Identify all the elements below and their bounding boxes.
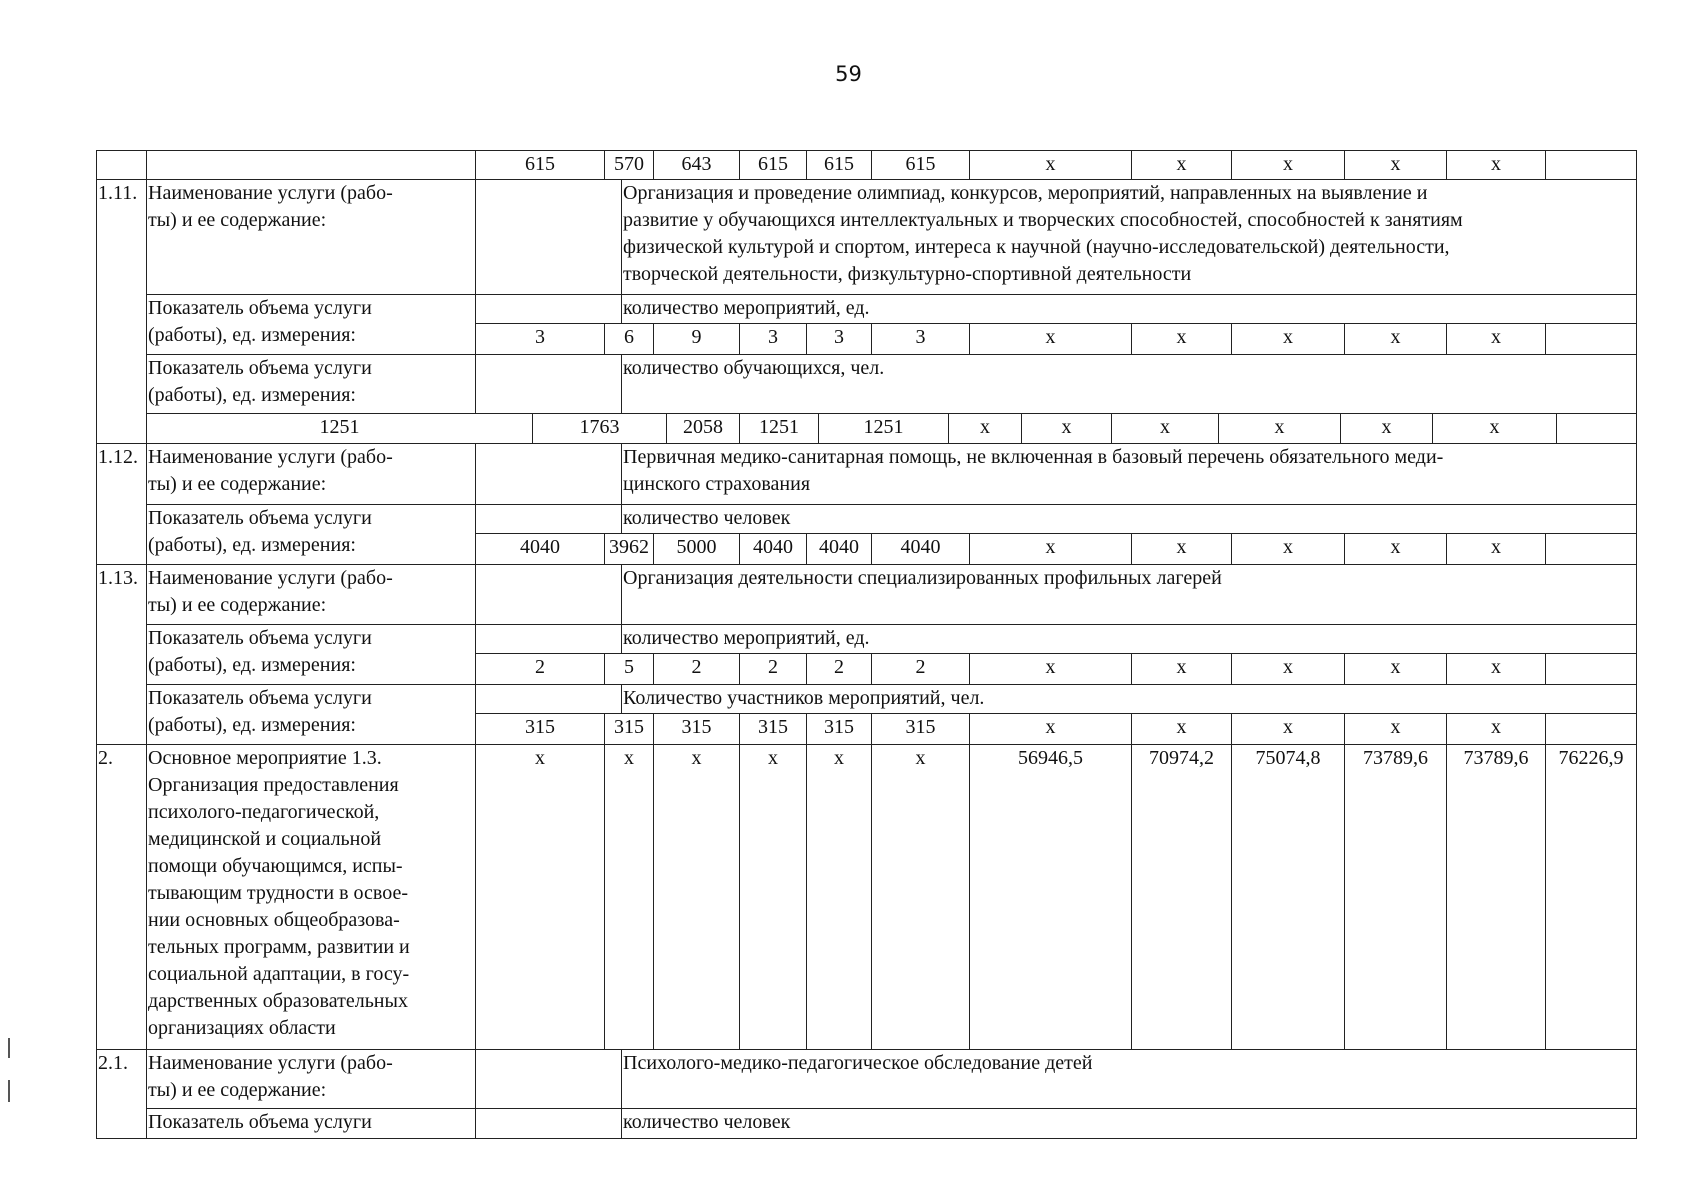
empty-cell <box>475 354 622 414</box>
empty-cell <box>475 684 622 714</box>
service-description-2-1: Психолого-медико-педагогическое обследование детей <box>621 1049 1637 1109</box>
row-1-13-a-value-1: 2 <box>475 653 605 685</box>
row-1-11-b-value-11: х <box>1432 413 1557 444</box>
row-1-13-b-value-6: 315 <box>871 713 970 745</box>
row-1-13-b-value-7: х <box>969 713 1132 745</box>
row-2-value-6: х <box>871 744 970 1050</box>
row-1-11-b-value-2: 1763 <box>532 413 667 444</box>
row-1-11-a-value-12 <box>1545 323 1637 355</box>
row-1-13-a-value-10: х <box>1344 653 1447 685</box>
row-1-13-b-value-4: 315 <box>739 713 807 745</box>
row-2-value-3: х <box>653 744 740 1050</box>
row-1-12-value-12 <box>1545 533 1637 565</box>
empty-cell <box>475 504 622 534</box>
top-row-value-12 <box>1545 150 1637 180</box>
top-row-value-11: х <box>1446 150 1546 180</box>
top-row-value-10: х <box>1344 150 1447 180</box>
service-name-label: Наименование услуги (рабо- ты) и ее содержание: <box>146 1049 476 1109</box>
row-1-13-b-value-12 <box>1545 713 1637 745</box>
row-1-11-b-value-8: х <box>1111 413 1219 444</box>
row-1-12-value-5: 4040 <box>806 533 872 565</box>
row-1-13-b-value-1: 315 <box>475 713 605 745</box>
row-1-12-value-10: х <box>1344 533 1447 565</box>
row-2-value-2: х <box>604 744 654 1050</box>
top-row-value-6: 615 <box>871 150 970 180</box>
service-name-label: Наименование услуги (рабо- ты) и ее содержание: <box>146 443 476 505</box>
service-description-1-11: Организация и проведение олимпиад, конкурсов, мероприятий, направленных на выявление и развитие у обучающихся интеллектуальных и творческих способностей, способностей к занятиям физической культурой и спортом, интереса к научной (научно-исследовательской) деятельности, творческой деятельности, физкультурно-спортивной деятельности <box>621 179 1637 295</box>
row-2-value-10: 73789,6 <box>1344 744 1447 1050</box>
volume-indicator-label: Показатель объема услуги (работы), ед. измерения: <box>146 624 476 685</box>
row-1-11-b-value-9: х <box>1218 413 1341 444</box>
row-1-13-a-value-2: 5 <box>604 653 654 685</box>
service-description-1-12: Первичная медико-санитарная помощь, не включенная в базовый перечень обязательного меди- цинского страхования <box>621 443 1637 505</box>
row-1-11-b-value-5: 1251 <box>818 413 949 444</box>
row-1-13-b-value-8: х <box>1131 713 1232 745</box>
unit-1-11-a: количество мероприятий, ед. <box>621 294 1637 324</box>
row-1-11-a-value-7: х <box>969 323 1132 355</box>
row-1-13-b-value-5: 315 <box>806 713 872 745</box>
row-2-value-9: 75074,8 <box>1231 744 1345 1050</box>
top-row-value-8: х <box>1131 150 1232 180</box>
row-1-13-b-value-10: х <box>1344 713 1447 745</box>
unit-1-12: количество человек <box>621 504 1637 534</box>
empty-cell <box>475 1108 622 1139</box>
row-2-value-1: х <box>475 744 605 1050</box>
row-1-11-a-value-10: х <box>1344 323 1447 355</box>
row-1-12-value-8: х <box>1131 533 1232 565</box>
section-number-2: 2. <box>96 744 147 1050</box>
volume-indicator-label: Показатель объема услуги <box>146 1108 476 1139</box>
row-1-13-a-value-12 <box>1545 653 1637 685</box>
row-1-11-b-value-1: 1251 <box>146 413 533 444</box>
top-row-value-4: 615 <box>739 150 807 180</box>
row-2-value-7: 56946,5 <box>969 744 1132 1050</box>
row-1-13-b-value-2: 315 <box>604 713 654 745</box>
section-number-2-1: 2.1. <box>96 1049 147 1139</box>
row-2-value-8: 70974,2 <box>1131 744 1232 1050</box>
top-row-value-7: х <box>969 150 1132 180</box>
top-row-value-3: 643 <box>653 150 740 180</box>
left-margin-mark <box>8 1080 10 1102</box>
row-1-12-value-9: х <box>1231 533 1345 565</box>
row-1-13-b-value-11: х <box>1446 713 1546 745</box>
row-2-value-12: 76226,9 <box>1545 744 1637 1050</box>
row-1-12-value-2: 3962 <box>604 533 654 565</box>
top-row-value-9: х <box>1231 150 1345 180</box>
row-1-12-value-3: 5000 <box>653 533 740 565</box>
unit-2-1: количество человек <box>621 1108 1637 1139</box>
row-1-12-value-7: х <box>969 533 1132 565</box>
row-2-value-11: 73789,6 <box>1446 744 1546 1050</box>
row-number-cell <box>96 150 147 180</box>
row-1-11-a-value-2: 6 <box>604 323 654 355</box>
empty-cell <box>475 179 622 295</box>
volume-indicator-label: Показатель объема услуги (работы), ед. измерения: <box>146 294 476 355</box>
row-2-value-5: х <box>806 744 872 1050</box>
top-row-value-2: 570 <box>604 150 654 180</box>
row-1-11-a-value-5: 3 <box>806 323 872 355</box>
top-row-value-1: 615 <box>475 150 605 180</box>
row-1-11-b-value-6: х <box>948 413 1022 444</box>
row-2-value-4: х <box>739 744 807 1050</box>
row-1-11-b-value-7: х <box>1021 413 1112 444</box>
row-1-11-a-value-8: х <box>1131 323 1232 355</box>
row-1-13-a-value-5: 2 <box>806 653 872 685</box>
row-1-11-b-value-12 <box>1556 413 1637 444</box>
row-1-13-a-value-7: х <box>969 653 1132 685</box>
row-1-11-b-value-4: 1251 <box>739 413 819 444</box>
volume-indicator-label: Показатель объема услуги (работы), ед. измерения: <box>146 354 476 414</box>
row-1-13-a-value-11: х <box>1446 653 1546 685</box>
section-number-1-12: 1.12. <box>96 443 147 565</box>
activity-title-2: Основное мероприятие 1.3. Организация предоставления психолого-педагогической, медицинской и социальной помощи обучающимся, испы- тывающим трудности в освое- нии основных общеобразова- тельных программ, развитии и социальной адаптации, в госу- дарственных образовательных организациях области <box>146 744 476 1050</box>
row-1-12-value-1: 4040 <box>475 533 605 565</box>
row-1-13-b-value-3: 315 <box>653 713 740 745</box>
row-1-12-value-4: 4040 <box>739 533 807 565</box>
service-name-label: Наименование услуги (рабо- ты) и ее содержание: <box>146 564 476 625</box>
row-1-11-a-value-6: 3 <box>871 323 970 355</box>
empty-cell <box>475 564 622 625</box>
row-1-11-a-value-3: 9 <box>653 323 740 355</box>
row-1-13-a-value-8: х <box>1131 653 1232 685</box>
row-1-13-a-value-4: 2 <box>739 653 807 685</box>
row-1-13-a-value-6: 2 <box>871 653 970 685</box>
row-1-12-value-11: х <box>1446 533 1546 565</box>
row-1-13-a-value-9: х <box>1231 653 1345 685</box>
empty-cell <box>475 294 622 324</box>
page-number: 59 <box>835 62 862 86</box>
row-1-11-b-value-3: 2058 <box>666 413 740 444</box>
volume-indicator-label: Показатель объема услуги (работы), ед. измерения: <box>146 504 476 565</box>
service-description-1-13: Организация деятельности специализированных профильных лагерей <box>621 564 1637 625</box>
unit-1-13-a: количество мероприятий, ед. <box>621 624 1637 654</box>
row-1-11-a-value-11: х <box>1446 323 1546 355</box>
empty-cell <box>475 1049 622 1109</box>
row-1-11-b-value-10: х <box>1340 413 1433 444</box>
volume-indicator-label: Показатель объема услуги (работы), ед. измерения: <box>146 684 476 745</box>
top-row-value-5: 615 <box>806 150 872 180</box>
row-1-13-a-value-3: 2 <box>653 653 740 685</box>
row-1-12-value-6: 4040 <box>871 533 970 565</box>
empty-cell <box>475 443 622 505</box>
left-margin-mark <box>8 1038 10 1058</box>
row-1-11-a-value-4: 3 <box>739 323 807 355</box>
section-number-1-11: 1.11. <box>96 179 147 444</box>
row-1-11-a-value-9: х <box>1231 323 1345 355</box>
unit-1-11-b: количество обучающихся, чел. <box>621 354 1637 414</box>
row-1-11-a-value-1: 3 <box>475 323 605 355</box>
service-name-label: Наименование услуги (рабо- ты) и ее содержание: <box>146 179 476 295</box>
row-label-cell <box>146 150 476 180</box>
unit-1-13-b: Количество участников мероприятий, чел. <box>621 684 1637 714</box>
row-1-13-b-value-9: х <box>1231 713 1345 745</box>
section-number-1-13: 1.13. <box>96 564 147 745</box>
empty-cell <box>475 624 622 654</box>
